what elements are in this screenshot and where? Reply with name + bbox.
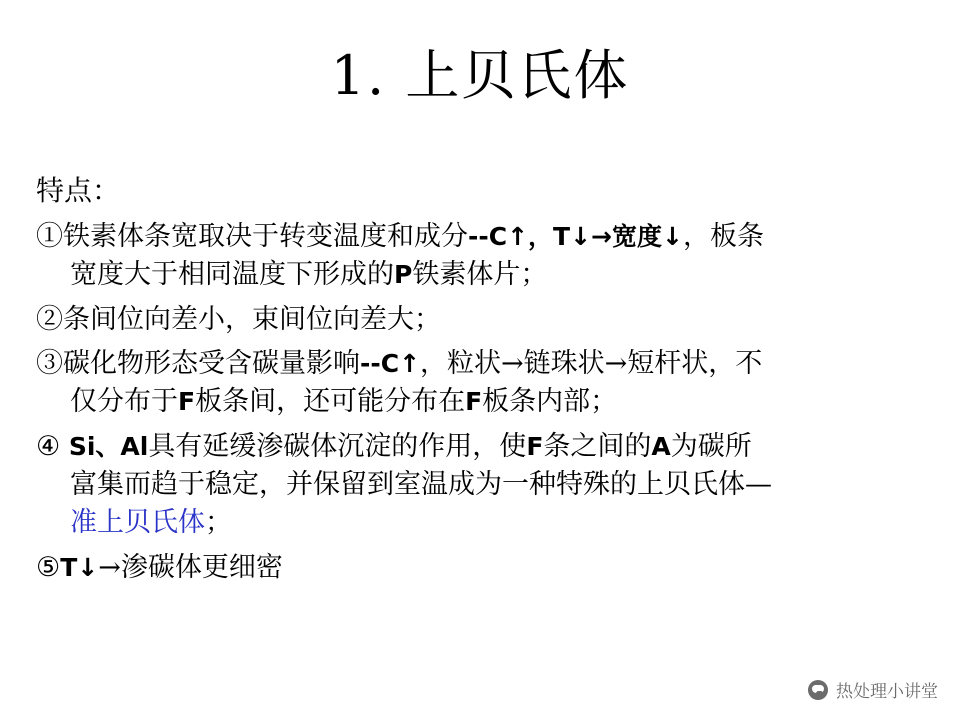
list-item-text: 条之间的 <box>543 430 652 462</box>
list-item-marker: ① <box>36 221 63 252</box>
list-item-text: 条间位向差小，束间位向差大； <box>63 303 441 335</box>
list-item-marker: ⑤ <box>36 551 61 583</box>
body-lead: 特点： <box>36 174 121 207</box>
list-item-emphasis: --C↑，T↓→宽度↓ <box>468 222 683 251</box>
page-title: 1. 上贝氏体 <box>330 44 630 107</box>
list-item-emphasis: Si、Al <box>68 431 149 461</box>
list-item-marker: ③ <box>36 347 63 379</box>
list-item <box>36 218 926 295</box>
list-item-text: ，粒状→链珠状→短杆状，不 <box>420 347 763 379</box>
list-item-text: 仅分布于 <box>70 386 178 418</box>
list-item-emphasis: F <box>465 387 483 417</box>
list-item-text: 铁素体条宽取决于转变温度和成分 <box>63 221 468 252</box>
list-item-text: ，板条 <box>682 221 764 252</box>
list-item-text: 具有延缓渗碳体沉淀的作用，使 <box>148 430 527 462</box>
list-item-text: 碳化物形态受含碳量影响 <box>63 347 360 379</box>
list-item-text: 宽度大于相同温度下形成的 <box>70 259 394 291</box>
list-item <box>36 345 926 422</box>
list-item <box>36 428 926 543</box>
list-item-emphasis: P <box>394 260 413 290</box>
list-item-emphasis: F <box>178 387 196 417</box>
list-item-emphasis: --C↑ <box>360 348 421 378</box>
watermark-text: 热处理小讲堂 <box>836 682 938 702</box>
list-item-text: ； <box>205 507 232 539</box>
list-item-text: 板条间，还可能分布在 <box>195 386 466 418</box>
list-item-emphasis: F <box>526 431 544 461</box>
wechat-logo-icon <box>808 680 828 700</box>
list-item-marker: ④ <box>36 430 61 462</box>
list-item-text: 板条内部； <box>482 386 618 418</box>
list-item-text: 为碳所 <box>670 430 752 462</box>
list-item-emphasis: T↓ <box>60 552 99 582</box>
list-item-marker: ② <box>36 303 63 335</box>
list-item-text: 铁素体片； <box>412 259 548 291</box>
list-item <box>36 301 926 339</box>
list-item-text: 富集而趋于稳定，并保留到室温成为一种特殊的上贝氏体— <box>70 468 772 500</box>
list-item-text: →渗碳体更细密 <box>98 551 283 583</box>
watermark <box>808 677 938 702</box>
list-item-emphasis: A <box>651 431 671 461</box>
list-item <box>36 549 926 587</box>
list-item-highlight: 准上贝氏体 <box>70 507 205 539</box>
slide-body <box>36 170 926 593</box>
